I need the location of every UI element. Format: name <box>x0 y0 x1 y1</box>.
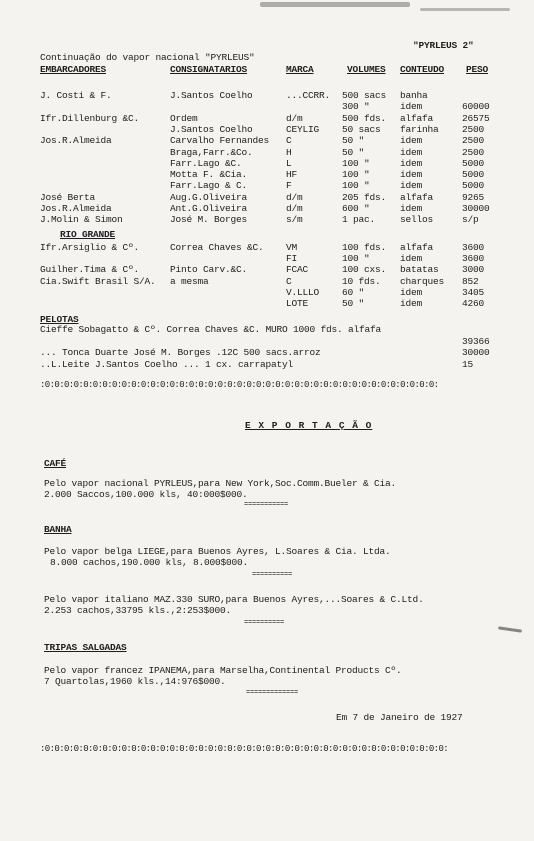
cell-mark: LOTE <box>286 298 309 309</box>
cell-shipper: Jos.R.Almeida <box>40 203 112 214</box>
cell-volumes: 60 " <box>342 286 365 298</box>
cell-volumes: 100 cxs. <box>342 264 387 276</box>
cell-weight: 3600 <box>462 242 485 253</box>
cell-volumes: 50 " <box>342 135 365 147</box>
cell-mark: ...CCRR. <box>286 90 331 101</box>
export-underline: ========== <box>244 619 285 627</box>
cell-consignee: Farr.Lago & C. <box>170 180 248 192</box>
cell-volumes: 100 " <box>342 180 370 192</box>
cell-weight: 2500 <box>462 135 485 147</box>
export-line: 8.000 cachos,190.000 kls, 8.000$000. <box>50 557 249 568</box>
cell-weight: 15 <box>462 358 474 370</box>
cell-volumes: 100 " <box>342 157 370 169</box>
cell-weight: 26575 <box>462 112 490 124</box>
cell-weight: 2500 <box>462 123 485 135</box>
cell-content: idem <box>400 286 423 298</box>
cell-weight: 3600 <box>462 253 485 265</box>
cell-consignee: José M. Borges <box>170 214 248 226</box>
export-underline: =========== <box>244 501 289 509</box>
cell-volumes: 205 fds. <box>342 191 387 203</box>
cell-mark: V.LLLO <box>286 286 320 298</box>
cell-consignee: Farr.Lago &C. <box>170 157 242 169</box>
cell-consignee: Aug.G.Oliveira <box>170 191 248 203</box>
export-line: 2.000 Saccos,100.000 kls, 40:000$000. <box>44 489 248 500</box>
cell-shipper: Jos.R.Almeida <box>40 135 112 147</box>
cell-shipper: José Berta <box>40 191 96 203</box>
cell-volumes: 300 " <box>342 101 370 113</box>
cell-weight: 30000 <box>462 203 490 214</box>
cell-content: alfafa <box>400 242 434 253</box>
cell-content: idem <box>400 146 423 158</box>
cell-weight: 9265 <box>462 191 485 203</box>
export-line: Pelo vapor belga LIEGE,para Buenos Ayres, L.Soares & Cia. Ltda. <box>44 546 391 557</box>
cell-volumes: 50 " <box>342 146 365 158</box>
ink-mark <box>498 626 522 632</box>
cell-shipper: J.Molin & Simon <box>40 214 123 226</box>
date-line: Em 7 de Janeiro de 1927 <box>336 712 463 723</box>
cell-weight: 3000 <box>462 264 485 276</box>
cell-weight: 5000 <box>462 157 485 169</box>
cell-weight: 30000 <box>462 347 490 358</box>
cell-shipper: Ifr.Arsiglio & Cº. <box>40 242 140 253</box>
col-header-mark: MARCA <box>286 64 314 75</box>
pelotas-line: ..L.Leite J.Santos Coelho ... 1 cx. carrapatyl <box>40 358 294 370</box>
cell-content: idem <box>400 203 423 214</box>
cell-weight: 852 <box>462 275 479 287</box>
cell-mark: C <box>286 135 292 147</box>
section-title-pelotas: PELOTAS <box>40 314 79 325</box>
cell-weight: 60000 <box>462 101 490 113</box>
cell-content: farinha <box>400 123 439 135</box>
cell-mark: d/m <box>286 191 303 203</box>
cell-mark: FI <box>286 253 298 265</box>
col-header-consignee: CONSIGNATARIOS <box>170 64 248 75</box>
cell-volumes: 1 pac. <box>342 214 376 226</box>
cell-content: batatas <box>400 264 439 276</box>
ink-smudge <box>420 8 510 11</box>
cell-weight: 5000 <box>462 169 485 181</box>
cell-consignee: Ant.G.Oliveira <box>170 203 248 214</box>
cell-weight: 3405 <box>462 286 485 298</box>
cell-mark: F <box>286 180 292 192</box>
col-header-content: CONTEUDO <box>400 64 445 75</box>
cell-weight: s/p <box>462 214 479 226</box>
cell-consignee: Ordem <box>170 112 198 124</box>
pelotas-line: Cieffe Sobagatto & Cº. Correa Chaves &C. MURO 1000 fds. alfafa <box>40 324 382 335</box>
cell-weight: 4260 <box>462 298 485 309</box>
cell-shipper: J. Costi & F. <box>40 90 112 101</box>
col-header-weight: PESO <box>466 64 489 75</box>
export-title-banha: BANHA <box>44 524 72 535</box>
pelotas-line: ... Tonca Duarte José M. Borges .12C 500 sacs.arroz <box>40 347 321 358</box>
cell-content: sellos <box>400 214 434 226</box>
export-underline: ============= <box>246 689 299 697</box>
export-title-tripas: TRIPAS SALGADAS <box>44 642 127 653</box>
export-title-cafe: CAFÉ <box>44 458 67 469</box>
cell-content: banha <box>400 90 428 101</box>
cell-content: idem <box>400 169 423 181</box>
cell-mark: CEYLIG <box>286 123 320 135</box>
document-code: "PYRLEUS 2" <box>413 40 474 51</box>
document-title: Continuação do vapor nacional "PYRLEUS" <box>40 52 255 63</box>
cell-mark: HF <box>286 169 298 181</box>
footer-separator: :0:0:0:0:0:0:0:0:0:0:0:0:0:0:0:0:0:0:0:0:0:0:0:0:0:0:0:0:0:0:0:0:0:0:0:0:0:0:0:0:0:0: <box>40 744 449 754</box>
cell-volumes: 500 sacs <box>342 90 387 101</box>
cell-consignee: a mesma <box>170 275 209 287</box>
export-line: Pelo vapor italiano MAZ.330 SURO,para Buenos Ayres,...Soares & C.Ltd. <box>44 594 424 605</box>
cell-shipper: Cia.Swift Brasil S/A. <box>40 275 156 287</box>
cell-shipper: Guilher.Tima & Cº. <box>40 264 140 276</box>
export-line: Pelo vapor nacional PYRLEUS,para New York,Soc.Comm.Bueler & Cia. <box>44 478 397 489</box>
cell-content: alfafa <box>400 191 434 203</box>
cell-content: idem <box>400 180 423 192</box>
cell-volumes: 500 fds. <box>342 112 387 124</box>
cell-mark: C <box>286 275 292 287</box>
cell-mark: VM <box>286 242 298 253</box>
ink-smudge <box>260 2 410 7</box>
cell-consignee: Correa Chaves &C. <box>170 242 264 253</box>
cell-mark: d/m <box>286 112 303 124</box>
separator-line: :0:0:0:0:0:0:0:0:0:0:0:0:0:0:0:0:0:0:0:0:0:0:0:0:0:0:0:0:0:0:0:0:0:0:0:0:0:0:0:0:0: <box>40 380 439 390</box>
cell-content: idem <box>400 157 423 169</box>
cell-mark: FCAC <box>286 264 309 276</box>
export-line: 2.253 cachos,33795 kls.,2:253$000. <box>44 605 232 616</box>
export-heading: E X P O R T A Ç Ã O <box>245 420 373 431</box>
cell-content: idem <box>400 298 423 309</box>
cell-volumes: 50 " <box>342 298 365 309</box>
cell-mark: H <box>286 146 292 158</box>
section-title-rio-grande: RIO GRANDE <box>60 229 116 240</box>
cell-content: alfafa <box>400 112 434 124</box>
export-line: 7 Quartolas,1960 kls.,14:976$000. <box>44 676 226 687</box>
cell-content: idem <box>400 135 423 147</box>
cell-shipper: Ifr.Dillenburg &C. <box>40 112 140 124</box>
col-header-shipper: EMBARCADORES <box>40 64 107 75</box>
cell-weight: 2500 <box>462 146 485 158</box>
export-line: Pelo vapor francez IPANEMA,para Marselha,Continental Products Cº. <box>44 665 402 676</box>
cell-content: idem <box>400 101 423 113</box>
cell-mark: L <box>286 157 292 169</box>
cell-content: idem <box>400 253 423 265</box>
cell-weight: 5000 <box>462 180 485 192</box>
cell-volumes: 10 fds. <box>342 275 381 287</box>
cell-volumes: 50 sacs <box>342 123 381 135</box>
cell-consignee: J.Santos Coelho <box>170 90 253 101</box>
cell-weight: 39366 <box>462 335 490 347</box>
cell-volumes: 100 fds. <box>342 242 387 253</box>
cell-consignee: Carvalho Fernandes <box>170 135 270 147</box>
cell-consignee: Braga,Farr.&Co. <box>170 146 253 158</box>
export-underline: ========== <box>252 571 293 579</box>
cell-volumes: 100 " <box>342 169 370 181</box>
cell-consignee: J.Santos Coelho <box>170 123 253 135</box>
cell-mark: s/m <box>286 214 303 226</box>
cell-consignee: Motta F. &Cia. <box>170 169 248 181</box>
cell-content: charques <box>400 275 445 287</box>
cell-mark: d/m <box>286 203 303 214</box>
cell-consignee: Pinto Carv.&C. <box>170 264 248 276</box>
col-header-volumes: VOLUMES <box>347 64 386 75</box>
cell-volumes: 600 " <box>342 203 370 214</box>
cell-volumes: 100 " <box>342 253 370 265</box>
